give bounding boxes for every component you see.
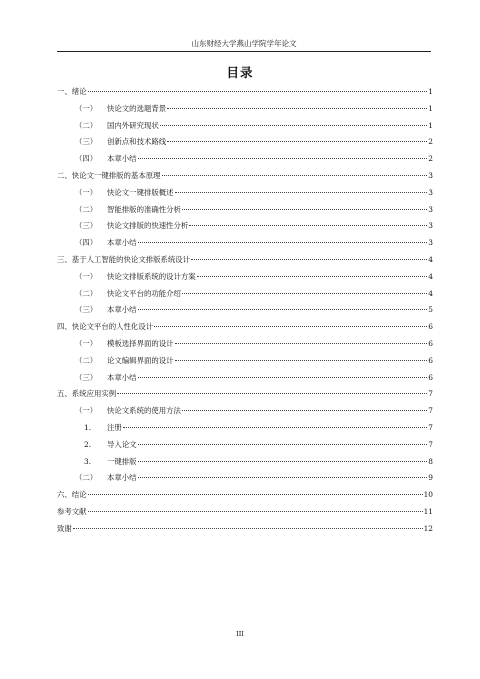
toc-entry[interactable] bbox=[57, 319, 433, 336]
toc-entry-page: 4 bbox=[428, 288, 433, 298]
toc-entry-number: 3. bbox=[84, 456, 92, 466]
toc-entry-number: （四） bbox=[75, 154, 98, 164]
toc-dot-leader bbox=[138, 377, 427, 378]
toc-entry-label: 快论文的选题背景 bbox=[107, 103, 167, 113]
toc-entry[interactable] bbox=[57, 487, 433, 504]
toc-entry-page: 2 bbox=[428, 137, 433, 147]
toc-entry-label: 结论 bbox=[71, 490, 87, 500]
toc-entry[interactable] bbox=[57, 336, 433, 353]
toc-dot-leader bbox=[167, 108, 427, 109]
toc-dot-leader bbox=[88, 494, 423, 495]
toc-entry-number: （二） bbox=[75, 204, 98, 214]
toc-entry-page: 5 bbox=[428, 305, 433, 315]
toc-entry-label: 国内外研究现状 bbox=[107, 120, 159, 130]
toc-entry-page: 7 bbox=[428, 389, 433, 399]
toc-entry[interactable] bbox=[57, 403, 433, 420]
toc-entry-page: 6 bbox=[428, 322, 433, 332]
toc-entry-label: 绪论 bbox=[71, 87, 87, 96]
toc-dot-leader bbox=[138, 242, 427, 243]
toc-entry-page: 4 bbox=[428, 254, 433, 264]
toc-dot-leader bbox=[182, 293, 427, 294]
toc-entry[interactable] bbox=[57, 420, 433, 437]
toc-entry[interactable] bbox=[57, 470, 433, 487]
toc-entry-label: 快论文平台的功能介绍 bbox=[107, 288, 181, 298]
toc-entry-number: 四、 bbox=[57, 322, 72, 332]
running-header: 山东财经大学燕山学院学年论文 bbox=[57, 38, 431, 52]
toc-entry-page: 3 bbox=[428, 238, 433, 248]
toc-entry[interactable] bbox=[57, 302, 433, 319]
toc-dot-leader bbox=[182, 209, 427, 210]
toc-entry-number: （三） bbox=[75, 221, 98, 231]
toc-entry-label: 模板选择界面的设计 bbox=[107, 338, 174, 348]
toc-entry-number: （一） bbox=[75, 271, 98, 281]
toc-entry-number: （一） bbox=[75, 406, 98, 416]
toc-entry-number: （一） bbox=[75, 103, 98, 113]
toc-dot-leader bbox=[88, 511, 423, 512]
toc-entry-label: 导入论文 bbox=[107, 439, 137, 449]
toc-entry-page: 12 bbox=[423, 523, 433, 533]
toc-entry-number: 1. bbox=[84, 422, 92, 432]
toc-entry[interactable] bbox=[57, 101, 433, 118]
toc-dot-leader bbox=[160, 125, 427, 126]
toc-entry-page: 6 bbox=[428, 372, 433, 382]
toc-entry[interactable] bbox=[57, 370, 433, 387]
toc-entry-page: 3 bbox=[428, 204, 433, 214]
toc-entry[interactable] bbox=[57, 521, 433, 538]
toc-entry-number: （一） bbox=[75, 187, 98, 197]
toc-dot-leader bbox=[167, 141, 427, 142]
toc-entry-label: 一键排版 bbox=[107, 456, 137, 466]
toc-entry-label: 致谢 bbox=[57, 523, 72, 533]
toc-entry-label: 本章小结 bbox=[107, 372, 137, 382]
toc-entry-number: （二） bbox=[75, 120, 98, 130]
toc-entry-page: 7 bbox=[428, 439, 433, 449]
toc-entry[interactable] bbox=[57, 437, 433, 454]
toc-entry-label: 智能排版的准确性分析 bbox=[107, 204, 181, 214]
toc-entry-page: 3 bbox=[428, 187, 433, 197]
toc-entry-label: 论文编辑界面的设计 bbox=[107, 355, 174, 365]
toc-entry[interactable] bbox=[57, 386, 433, 403]
toc-entry-label: 快论文平台的人性化设计 bbox=[71, 322, 154, 332]
toc-entry-page: 1 bbox=[428, 87, 433, 96]
toc-dot-leader bbox=[175, 343, 427, 344]
toc-entry[interactable] bbox=[57, 235, 433, 252]
toc-entry-label: 参考文献 bbox=[57, 506, 87, 516]
toc-entry-number: 六、 bbox=[57, 490, 72, 500]
toc-entry[interactable] bbox=[57, 185, 433, 202]
toc-title: 目录 bbox=[226, 65, 254, 80]
toc-entry-number: 三、 bbox=[57, 254, 72, 264]
table-of-contents bbox=[57, 84, 433, 538]
toc-entry[interactable] bbox=[57, 218, 433, 235]
toc-entry-label: 创新点和技术路线 bbox=[107, 137, 167, 147]
toc-entry-label: 本章小结 bbox=[107, 305, 137, 315]
toc-entry-label: 本章小结 bbox=[107, 238, 137, 248]
toc-entry-label: 系统应用实例 bbox=[71, 389, 117, 399]
toc-dot-leader bbox=[175, 360, 427, 361]
toc-dot-leader bbox=[197, 276, 427, 277]
toc-entry-number: （三） bbox=[75, 137, 98, 147]
toc-dot-leader bbox=[189, 225, 427, 226]
toc-entry-page: 6 bbox=[428, 355, 433, 365]
toc-entry-label: 基于人工智能的快论文排版系统设计 bbox=[71, 254, 191, 264]
toc-entry-number: 2. bbox=[84, 439, 92, 449]
toc-entry[interactable] bbox=[57, 269, 433, 286]
toc-entry-number: （二） bbox=[75, 355, 98, 365]
toc-entry-label: 快论文排版的快速性分析 bbox=[107, 221, 189, 231]
toc-entry-number: （四） bbox=[75, 238, 98, 248]
toc-entry-page: 7 bbox=[428, 406, 433, 416]
toc-entry-number: 五、 bbox=[57, 389, 72, 399]
toc-entry-label: 本章小结 bbox=[107, 473, 137, 483]
toc-entry[interactable] bbox=[57, 353, 433, 370]
toc-entry[interactable] bbox=[57, 504, 433, 521]
toc-entry-page: 9 bbox=[428, 473, 433, 483]
toc-entry-page: 1 bbox=[428, 120, 433, 130]
toc-entry-label: 快论文一键排版的基本原理 bbox=[71, 170, 161, 180]
toc-entry-number: （二） bbox=[75, 473, 98, 483]
toc-entry-label: 快论文系统的使用方法 bbox=[107, 406, 181, 416]
toc-entry[interactable] bbox=[57, 202, 433, 219]
toc-dot-leader bbox=[117, 393, 427, 394]
toc-dot-leader bbox=[154, 326, 427, 327]
toc-entry-label: 本章小结 bbox=[107, 154, 137, 164]
toc-entry-number: （二） bbox=[75, 288, 98, 298]
toc-dot-leader bbox=[73, 528, 423, 529]
toc-entry[interactable] bbox=[57, 252, 433, 269]
toc-entry[interactable] bbox=[57, 286, 433, 303]
toc-dot-leader bbox=[191, 259, 427, 260]
toc-entry[interactable] bbox=[57, 151, 433, 168]
toc-entry-page: 11 bbox=[423, 506, 433, 516]
toc-entry-page: 1 bbox=[428, 103, 433, 113]
toc-entry-page: 3 bbox=[428, 170, 433, 180]
toc-entry-label: 快论文一键排版概述 bbox=[107, 187, 174, 197]
toc-entry-page: 10 bbox=[423, 490, 433, 500]
toc-entry[interactable] bbox=[57, 134, 433, 151]
toc-dot-leader bbox=[182, 410, 427, 411]
toc-entry-page: 4 bbox=[428, 271, 433, 281]
toc-entry-page: 8 bbox=[428, 456, 433, 466]
toc-entry-number: （三） bbox=[75, 305, 98, 315]
toc-dot-leader bbox=[138, 461, 427, 462]
toc-entry-page: 7 bbox=[428, 422, 433, 432]
toc-dot-leader bbox=[175, 192, 427, 193]
toc-entry-number: 一、 bbox=[57, 87, 72, 96]
page-number: III bbox=[236, 630, 244, 638]
toc-entry-page: 6 bbox=[428, 338, 433, 348]
toc-dot-leader bbox=[88, 91, 427, 92]
toc-dot-leader bbox=[123, 427, 427, 428]
toc-dot-leader bbox=[138, 309, 427, 310]
toc-dot-leader bbox=[162, 175, 428, 176]
toc-entry-number: 二、 bbox=[57, 170, 72, 180]
toc-dot-leader bbox=[138, 444, 427, 445]
toc-entry[interactable] bbox=[57, 168, 433, 185]
toc-entry-label: 快论文排版系统的设计方案 bbox=[107, 271, 196, 281]
toc-entry-label: 注册 bbox=[107, 422, 122, 432]
toc-entry[interactable] bbox=[57, 118, 433, 135]
toc-entry-page: 2 bbox=[428, 154, 433, 164]
toc-dot-leader bbox=[138, 158, 427, 159]
toc-dot-leader bbox=[138, 477, 427, 478]
toc-entry[interactable] bbox=[57, 454, 433, 471]
toc-entry[interactable] bbox=[57, 84, 433, 101]
toc-entry-page: 3 bbox=[428, 221, 433, 231]
toc-entry-number: （三） bbox=[75, 372, 98, 382]
toc-entry-number: （一） bbox=[75, 338, 98, 348]
